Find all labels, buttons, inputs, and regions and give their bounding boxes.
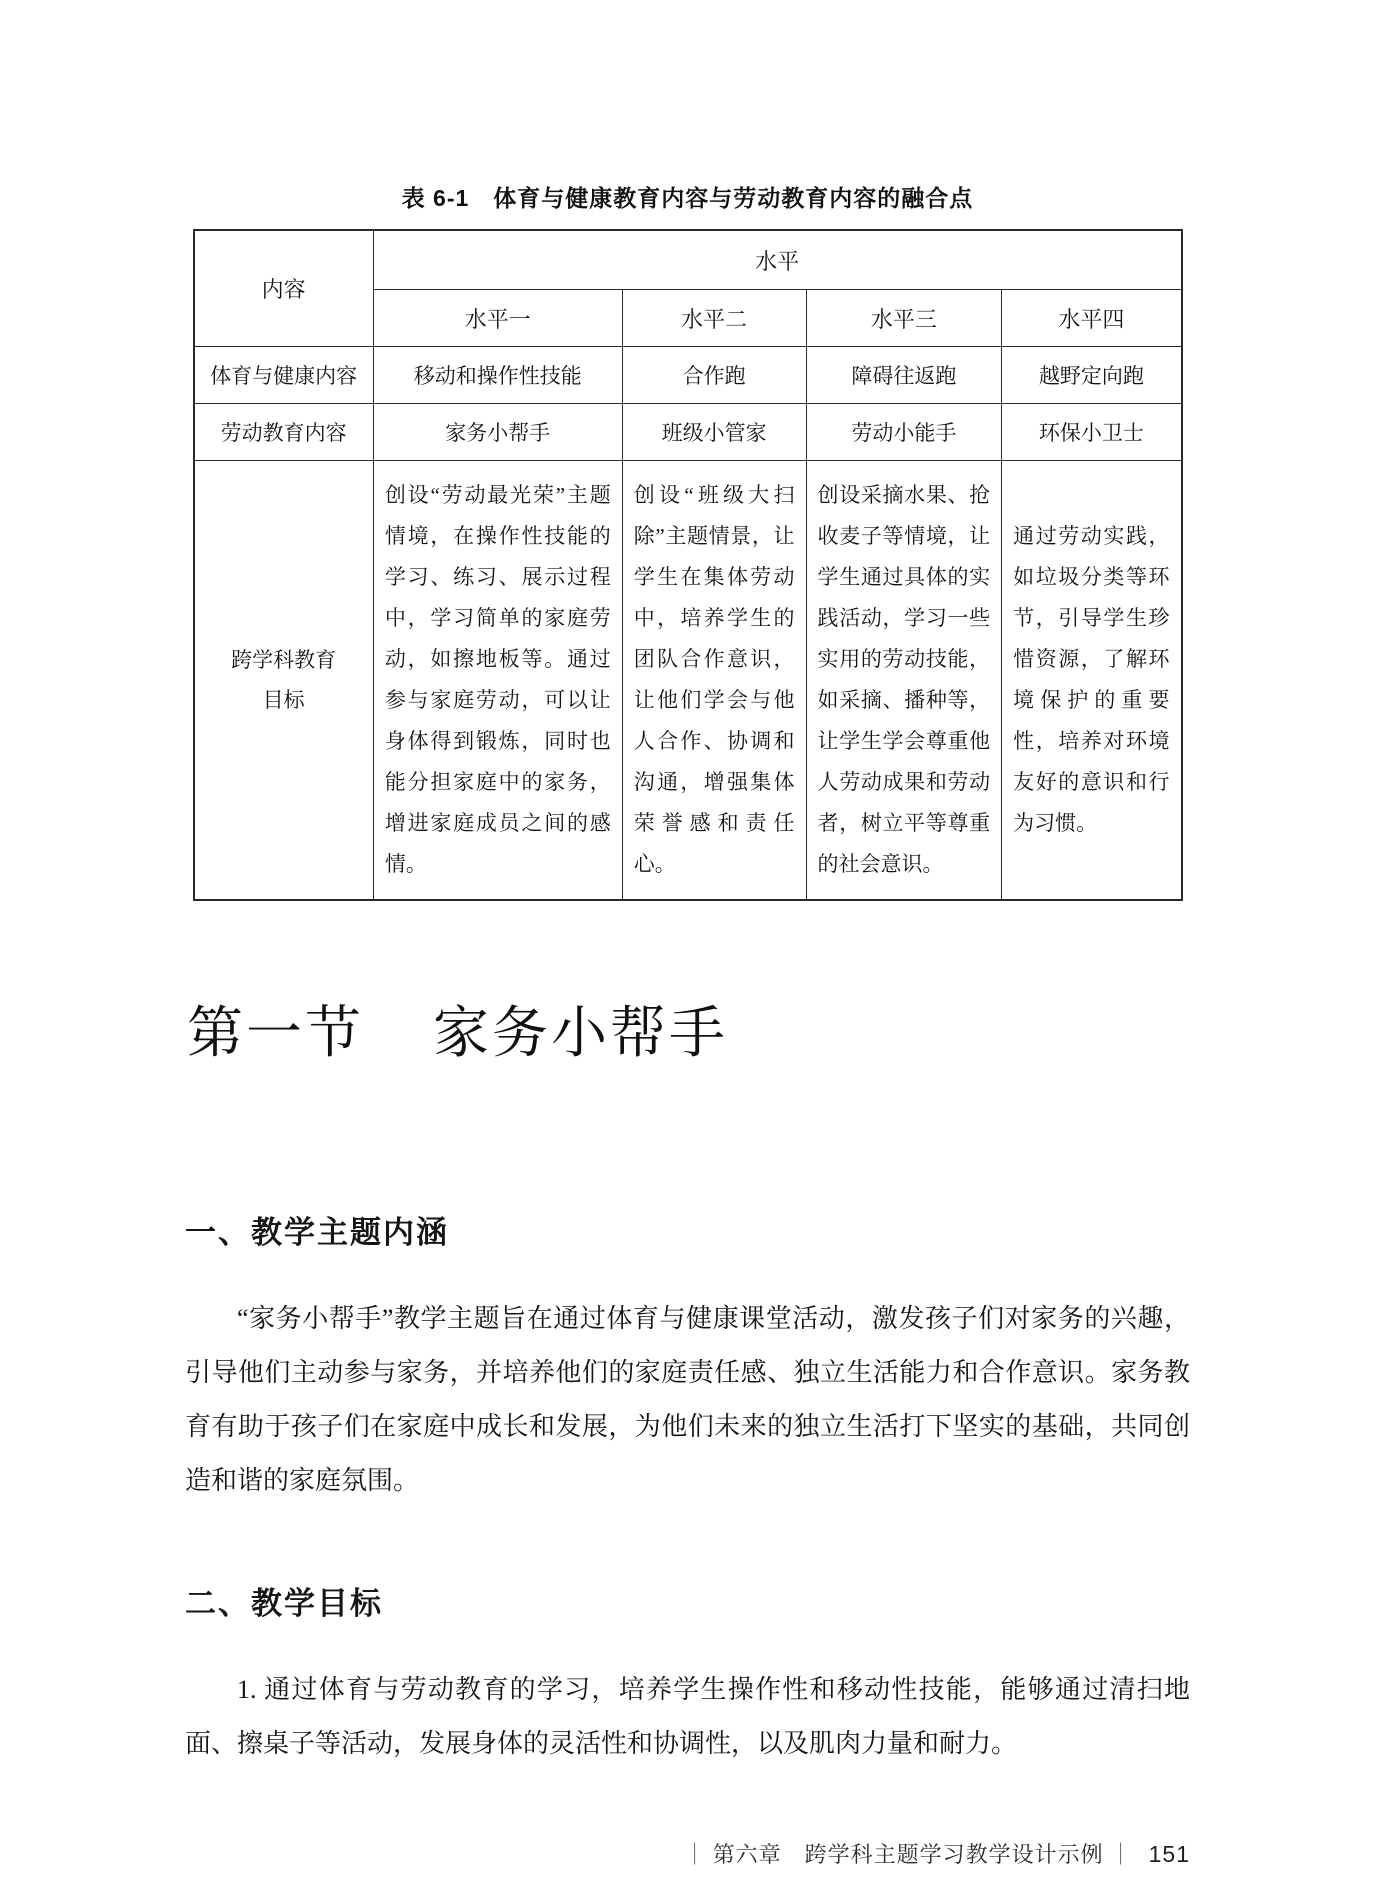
- row-label-text: 跨学科教育目标: [231, 648, 337, 712]
- page-content: [185, 0, 1190, 1771]
- page-number: 151: [1148, 1841, 1190, 1867]
- table-cell: 劳动小能手: [806, 404, 1002, 461]
- table-header-row-1: [194, 230, 1182, 290]
- table-cell: 通过劳动实践，如垃圾分类等环节，引导学生珍惜资源，了解环境保护的重要性，培养对环境友好的意识和行为习惯。: [1002, 461, 1182, 901]
- table-cell: 班级小管家: [622, 404, 806, 461]
- header-cell-level-1: 水平一: [373, 290, 622, 347]
- header-cell-level-4: 水平四: [1002, 290, 1182, 347]
- subsection-heading-2: 二、教学目标: [185, 1586, 383, 1621]
- footer-divider: ｜: [1109, 1842, 1133, 1867]
- table-cell: 环保小卫士: [1002, 404, 1182, 461]
- footer: [678, 1838, 1190, 1869]
- table-cell: 障碍往返跑: [806, 347, 1002, 404]
- table-row-labor-education: [194, 404, 1182, 461]
- body-paragraph-1: “家务小帮手”教学主题旨在通过体育与健康课堂活动，激发孩子们对家务的兴趣，引导他们主动参与家务，并培养他们的家庭责任感、独立生活能力和合作意识。家务教育有助于孩子们在家庭中成长和发展，为他们未来的独立生活打下坚实的基础，共同创造和谐的家庭氛围。: [185, 1304, 1190, 1495]
- header-cell-content: 内容: [194, 230, 374, 347]
- footer-divider: ｜: [683, 1842, 707, 1867]
- row-label: [194, 461, 374, 901]
- table-cell: 越野定向跑: [1002, 347, 1182, 404]
- header-cell-level-3: 水平三: [806, 290, 1002, 347]
- table-cell: 移动和操作性技能: [373, 347, 622, 404]
- header-cell-level-2: 水平二: [622, 290, 806, 347]
- footer-chapter-title: 第六章 跨学科主题学习教学设计示例: [712, 1842, 1104, 1867]
- body-paragraph-2: 1. 通过体育与劳动教育的学习，培养学生操作性和移动性技能，能够通过清扫地面、擦桌子等活动，发展身体的灵活性和协调性，以及肌肉力量和耐力。: [185, 1675, 1190, 1758]
- table-cell: 合作跑: [622, 347, 806, 404]
- table-cell: 创设“班级大扫除”主题情景，让学生在集体劳动中，培养学生的团队合作意识，让他们学会与他人合作、协调和沟通，增强集体荣誉感和责任心。: [622, 461, 806, 901]
- header-cell-level: 水平: [373, 230, 1181, 290]
- table-cell: 创设“劳动最光荣”主题情境，在操作性技能的学习、练习、展示过程中，学习简单的家庭劳动，如擦地板等。通过参与家庭劳动，可以让身体得到锻炼，同时也能分担家庭中的家务，增进家庭成员之间的感情。: [373, 461, 622, 901]
- subsection-heading-1: 一、教学主题内涵: [185, 1215, 449, 1250]
- table-cell: 创设采摘水果、抢收麦子等情境，让学生通过具体的实践活动，学习一些实用的劳动技能，如采摘、播种等，让学生学会尊重他人劳动成果和劳动者，树立平等尊重的社会意识。: [806, 461, 1002, 901]
- row-label: 劳动教育内容: [194, 404, 374, 461]
- fusion-table: [193, 229, 1183, 901]
- table-row-interdisciplinary-goals: [194, 461, 1182, 901]
- table-row-pe-health: [194, 347, 1182, 404]
- section-title: [187, 989, 1190, 1069]
- row-label: 体育与健康内容: [194, 347, 374, 404]
- table-title: 表 6-1 体育与健康教育内容与劳动教育内容的融合点: [401, 185, 974, 211]
- section-name: 家务小帮手: [433, 1003, 728, 1065]
- section-number: 第一节: [187, 1003, 364, 1065]
- table-cell: 家务小帮手: [373, 404, 622, 461]
